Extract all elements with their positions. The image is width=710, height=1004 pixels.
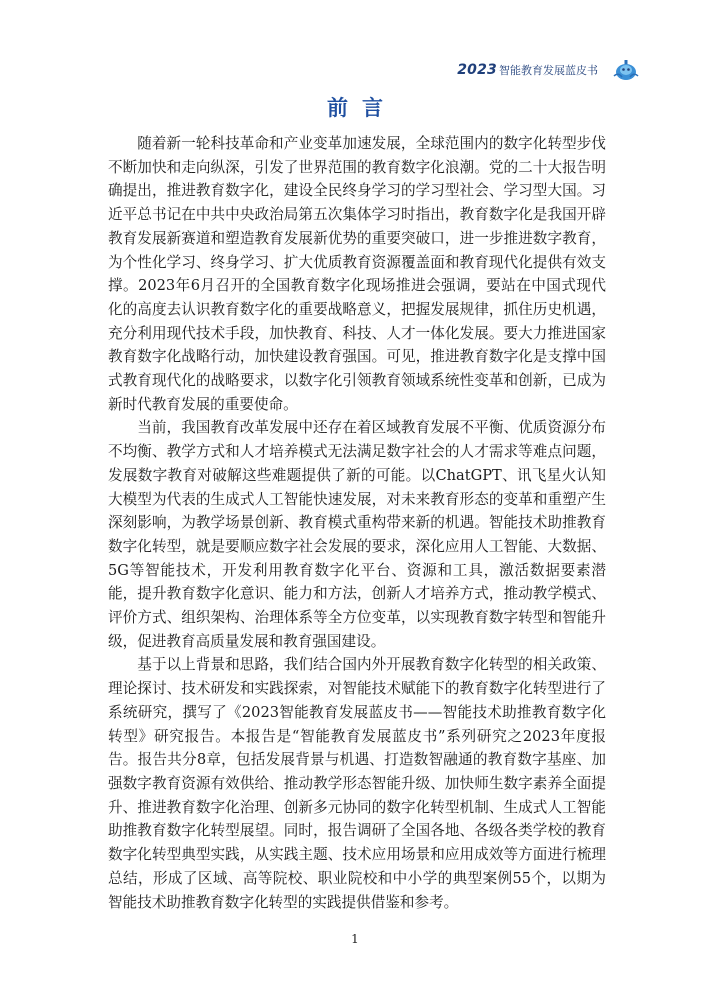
paragraph-1: 随着新一轮科技革命和产业变革加速发展，全球范围内的数字化转型步伐不断加快和走向纵深，引发了世界范围的教育数字化浪潮。党的二十大报告明确提出，推进教育数字化，建设全民终身学习的学习型社会、学习型大国。习近平总书记在中共中央政治局第五次集体学习时指出，教育数字化是我国开辟教育发展新赛道和塑造教育发展新优势的重要突破口，进一步推进数字教育，为个性化学习、终身学习、扩大优质教育资源覆盖面和教育现代化提供有效支撑。2023年6月召开的全国教育数字化现场推进会强调，要站在中国式现代化的高度去认识教育数字化的重要战略意义，把握发展规律，抓住历史机遇，充分利用现代技术手段，加快教育、科技、人才一体化发展。要大力推进国家教育数字化战略行动，加快建设教育强国。可见，推进教育数字化是支撑中国式教育现代化的战略要求，以数字化引领教育领域系统性变革和创新，已成为新时代教育发展的重要使命。 xyxy=(108,135,606,413)
paragraph-2: 当前，我国教育改革发展中还存在着区域教育发展不平衡、优质资源分布不均衡、教学方式和人才培养模式无法满足数字社会的人才需求等难点问题，发展数字教育对破解这些难题提供了新的可能。以ChatGPT、讯飞星火认知大模型为代表的生成式人工智能快速发展，对未来教育形态的变革和重塑产生深刻影响，为教学场景创新、教育模式重构带来新的机遇。智能技术助推教育数字化转型，就是要顺应数字社会发展的要求，深化应用人工智能、大数据、5G等智能技术，开发利用教育数字化平台、资源和工具，激活数据要素潜能，提升教育数字化意识、能力和方法，创新人才培养方式，推动教学模式、评价方式、组织架构、治理体系等全方位变革，以实现教育数字转型和智能升级，促进教育高质量发展和教育强国建设。 xyxy=(108,419,606,650)
paragraph-3: 基于以上背景和思路，我们结合国内外开展教育数字化转型的相关政策、理论探讨、技术研发和实践探索，对智能技术赋能下的教育数字化转型进行了系统研究，撰写了《2023智能教育发展蓝皮书——智能技术助推教育数字化转型》研究报告。本报告是“智能教育发展蓝皮书”系列研究之2023年度报告。报告共分8章，包括发展背景与机遇、打造数智融通的教育数字基座、加强数字教育资源有效供给、推动教学形态智能升级、加快师生数字素养全面提升、推进教育数字化治理、创新多元协同的数字化转型机制、生成式人工智能助推教育数字化转型展望。同时，报告调研了全国各地、各级各类学校的教育数字化转型典型实践，从实践主题、技术应用场景和应用成效等方面进行梳理总结，形成了区域、高等院校、职业院校和中小学的典型案例55个，以期为智能技术助推教育数字化转型的实践提供借鉴和参考。 xyxy=(108,656,606,911)
running-header xyxy=(457,58,632,82)
blue-robot-globe-icon xyxy=(612,58,640,82)
header-title: 智能教育发展蓝皮书 xyxy=(499,64,598,77)
header-year: 2023 xyxy=(457,62,497,78)
preface-body xyxy=(108,132,606,914)
page-title: 前言 xyxy=(327,96,397,120)
page-number: 1 xyxy=(351,932,359,946)
